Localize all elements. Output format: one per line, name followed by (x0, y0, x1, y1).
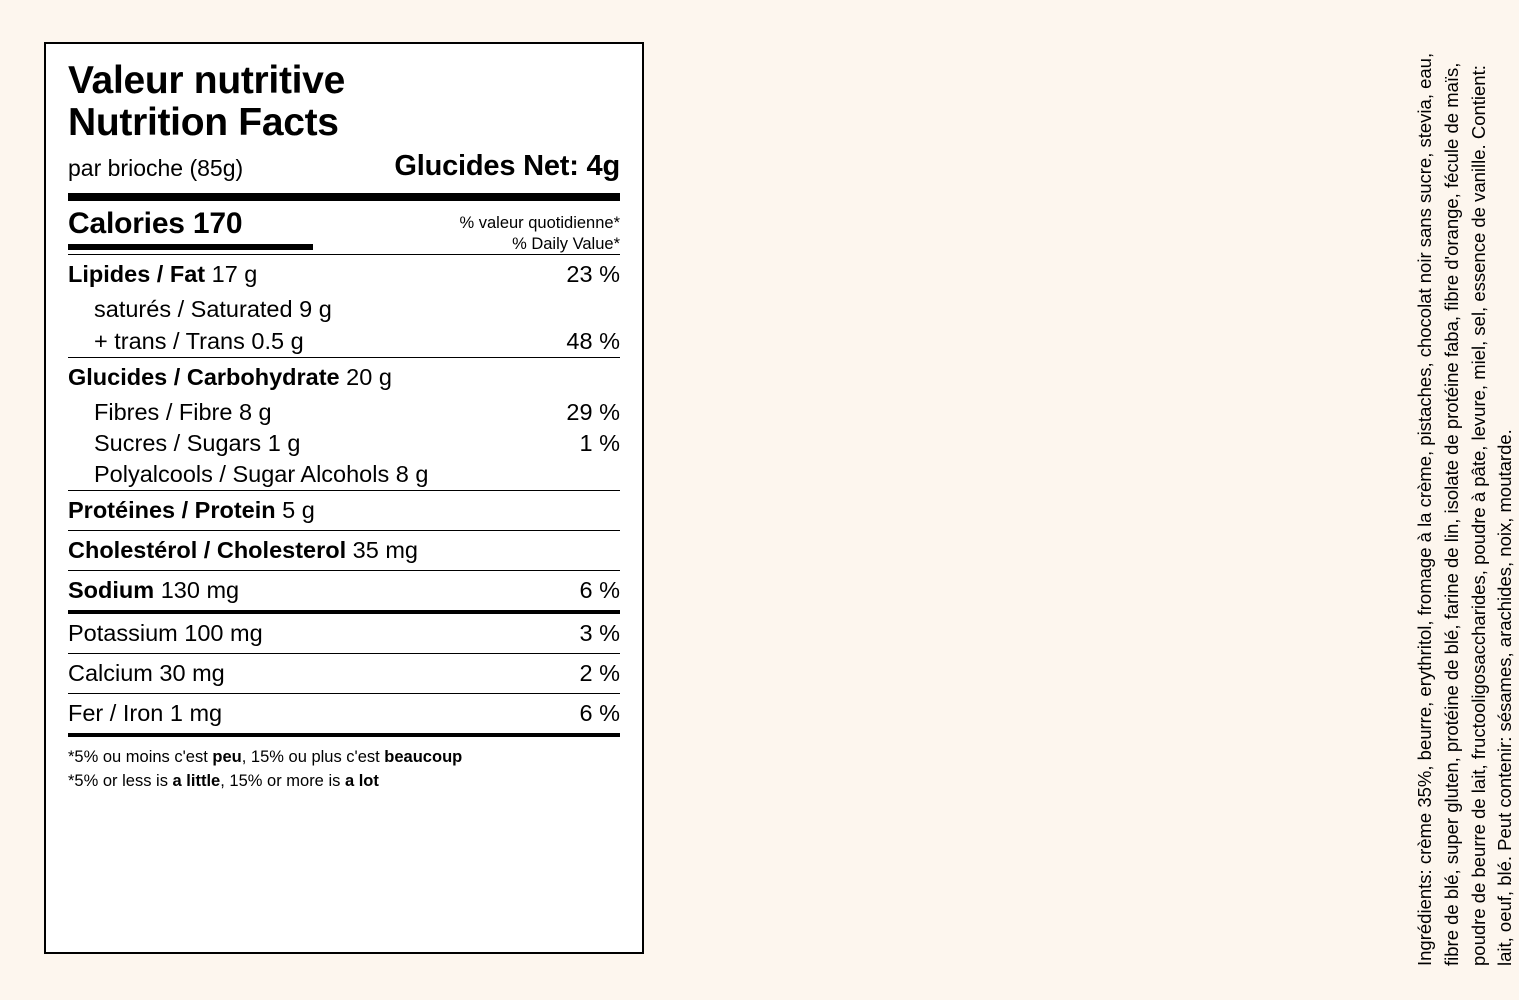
ingredients-text (1412, 46, 1519, 966)
row-sodium (68, 571, 620, 610)
net-carbs-callout: Glucides Net: 4g (394, 150, 620, 183)
divider-under-calories (68, 244, 313, 250)
serving-row (68, 150, 620, 183)
calories-row (68, 207, 620, 254)
footnote-fr-bold2: beaucoup (384, 747, 463, 766)
serving-size: par brioche (85g) (68, 154, 244, 181)
row-potassium (68, 614, 620, 653)
footnote-fr (68, 745, 620, 770)
row-protein-amount: 5 g (282, 496, 315, 523)
row-trans-amount: 0.5 g (251, 327, 304, 354)
row-trans (68, 326, 620, 357)
row-polyols-name: Polyalcools / Sugar Alcohols (94, 460, 390, 487)
row-fat (68, 255, 620, 294)
footnote-en-part2: , 15% or more is (220, 772, 345, 791)
row-sodium-dv: 6 % (579, 576, 620, 603)
row-potassium-amount: 100 mg (184, 619, 263, 646)
row-cholesterol (68, 531, 620, 570)
row-calcium-dv: 2 % (579, 659, 620, 686)
row-saturated-amount: 9 g (299, 296, 332, 323)
daily-value-header (459, 207, 620, 254)
row-saturated (68, 294, 620, 325)
row-iron (68, 694, 620, 733)
row-calcium-amount: 30 mg (159, 659, 225, 686)
row-fibre-dv: 29 % (566, 398, 620, 425)
daily-value-header-fr: % valeur quotidienne* (459, 214, 620, 233)
footnote-fr-bold1: peu (212, 747, 242, 766)
row-trans-name: + trans / Trans (94, 327, 245, 354)
daily-value-header-en: % Daily Value* (512, 234, 620, 253)
row-potassium-dv: 3 % (579, 619, 620, 646)
row-protein-name: Protéines / Protein (68, 496, 276, 523)
row-sugars (68, 428, 620, 459)
row-sugars-dv: 1 % (579, 429, 620, 456)
ingredients-block (690, 0, 1516, 1000)
footnotes (68, 737, 620, 795)
row-polyols-amount: 8 g (395, 460, 429, 487)
footnote-fr-part1: *5% ou moins c'est (68, 747, 213, 766)
row-sugars-name: Sucres / Sugars (94, 429, 262, 456)
row-fat-name: Lipides / Fat (68, 261, 206, 288)
row-potassium-name: Potassium (68, 619, 178, 646)
row-protein (68, 491, 620, 530)
row-cholesterol-name: Cholestérol / Cholesterol (68, 536, 347, 563)
row-sodium-amount: 130 mg (160, 576, 240, 603)
row-trans-dv: 48 % (566, 327, 620, 354)
row-iron-dv: 6 % (579, 699, 620, 726)
nutrition-facts-panel (44, 42, 644, 954)
row-carbohydrate-name: Glucides / Carbohydrate (68, 363, 340, 390)
row-fat-dv: 23 % (566, 261, 620, 288)
footnote-en-part1: *5% or less is (68, 772, 173, 791)
row-iron-name: Fer / Iron (68, 699, 164, 726)
row-iron-amount: 1 mg (169, 699, 223, 726)
footnote-en-bold1: a little (172, 772, 221, 791)
row-calcium (68, 654, 620, 693)
row-sodium-name: Sodium (68, 576, 155, 603)
row-carbohydrate (68, 358, 620, 397)
footnote-fr-part2: , 15% ou plus c'est (241, 747, 385, 766)
footnote-en-bold2: a lot (344, 772, 379, 791)
row-sugars-amount: 1 g (267, 429, 301, 456)
row-fibre-amount: 8 g (238, 398, 272, 425)
allergen-statement: Contient: lait, oeuf, blé. Peut contenir: sésames, arachides, noix, moutarde. (1467, 65, 1516, 966)
row-fat-amount: 17 g (211, 261, 258, 288)
divider-thick-top (68, 193, 620, 201)
calories-value: Calories 170 (68, 207, 243, 241)
row-fibre-name: Fibres / Fibre (94, 398, 233, 425)
footnote-en (68, 769, 620, 794)
label-title-fr: Valeur nutritive (68, 59, 345, 102)
row-fibre (68, 397, 620, 428)
row-calcium-name: Calcium (68, 659, 153, 686)
label-title-en: Nutrition Facts (68, 101, 339, 145)
row-saturated-name: saturés / Saturated (94, 296, 293, 323)
row-polyols (68, 459, 620, 490)
ingredients-list: Ingrédients: crème 35%, beurre, erythritol, fromage à la crème, pistaches, chocolat noir sans sucre, stevia, eau, fibre de blé, super gluten, protéine de blé, farine de lin, isolate de protéine faba, fibre d'orange, fécule de maïs, poudre de beurre de lait, fructooligosaccharides, poudre à pâte, levure, miel, sel, essence de vanille. (1414, 52, 1489, 966)
row-carbohydrate-amount: 20 g (346, 363, 392, 390)
row-cholesterol-amount: 35 mg (352, 536, 418, 563)
